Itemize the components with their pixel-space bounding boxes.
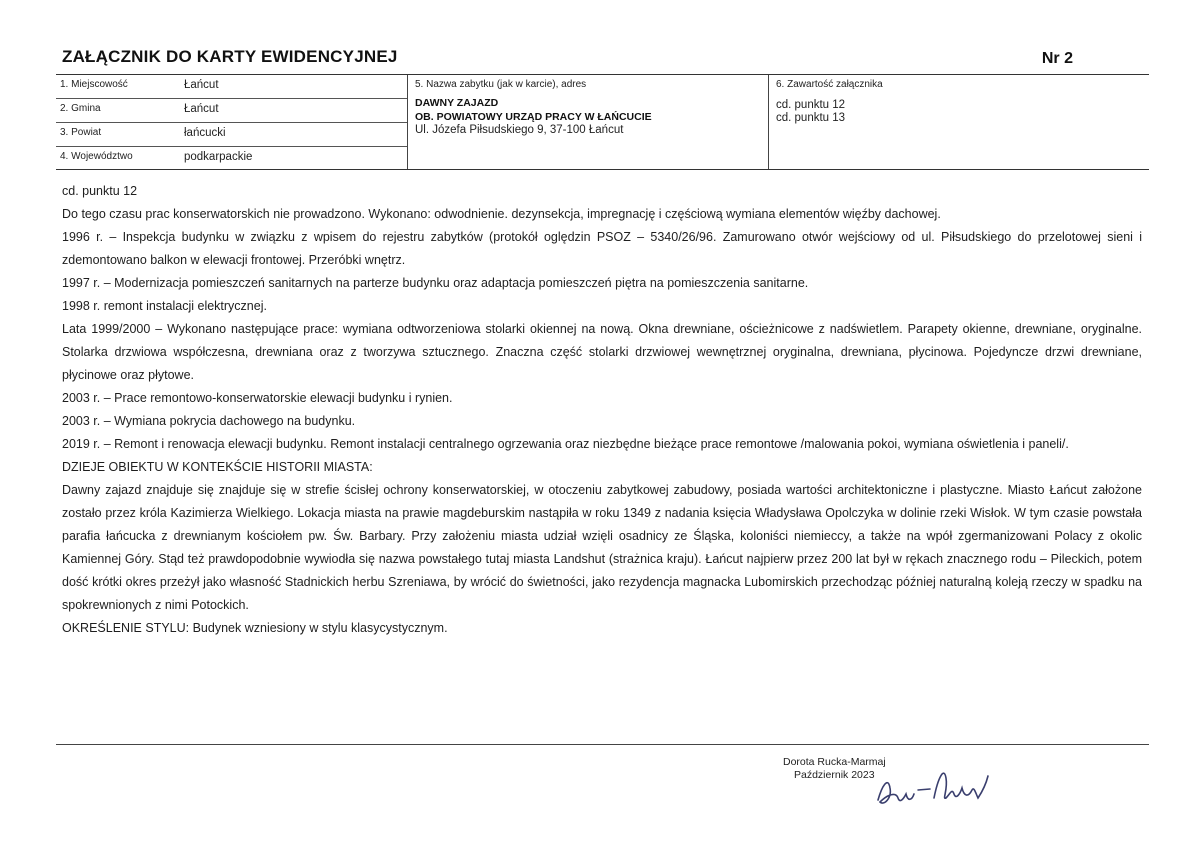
author-name: Dorota Rucka-Marmaj: [783, 756, 886, 768]
monument-name-line2: OB. POWIATOWY URZĄD PRACY W ŁAŃCUCIE: [415, 111, 652, 123]
document-title: ZAŁĄCZNIK DO KARTY EWIDENCYJNEJ: [62, 47, 398, 66]
paragraph-style: OKREŚLENIE STYLU: Budynek wzniesiony w stylu klasycystycznym.: [62, 621, 448, 635]
paragraph-works-intro: Do tego czasu prac konserwatorskich nie prowadzono. Wykonano: odwodnienie. dezynsekcja, impregnację i częściową wymiana elementów więźby dachowej.: [62, 207, 941, 221]
town-label: 1. Miejscowość: [60, 79, 128, 90]
section-heading-cd12: cd. punktu 12: [62, 184, 138, 198]
document-body: [62, 180, 1142, 640]
paragraph-1997: 1997 r. – Modernizacja pomieszczeń sanitarnych na parterze budynku oraz adaptacja pomieszczeń piętra na pomieszczenia sanitarne.: [62, 276, 809, 290]
paragraph-2019: 2019 r. – Remont i renowacja elewacji budynku. Remont instalacji centralnego ogrzewania oraz niezbędne bieżące prace remontowe /malowania pokoi, wymiana oświetlenia i paneli/.: [62, 437, 1069, 451]
contents-item-2: cd. punktu 13: [776, 112, 846, 124]
county-value: łańcucki: [184, 127, 226, 139]
location-column: [56, 75, 408, 169]
monument-label: 5. Nazwa zabytku (jak w karcie), adres: [415, 79, 587, 90]
author-date: Październik 2023: [794, 769, 875, 781]
contents-column: [769, 75, 1149, 169]
commune-label: 2. Gmina: [60, 103, 101, 114]
monument-address: Ul. Józefa Piłsudskiego 9, 37-100 Łańcut: [415, 124, 624, 136]
paragraph-history: Dawny zajazd znajduje się znajduje się w strefie ścisłej ochrony konserwatorskiej, w otoczeniu zabytkowej zabudowy, posiada wartości architektoniczne i plastyczne. Miasto Łańcut założone zostało przez króla Kazimierza Wielkiego. Lokacja miasta na prawie magdeburskim nastąpiła w roku 1349 z nadania księcia Władysława Opolczyka w dolinie rzeki Wisłok. W tym czasie powstała parafia łańcucka z drewnianym kościołem pw. Św. Barbary. Przy założeniu miasta udział wzięli osadnicy ze Śląska, koloniści niemieccy, a także na wpół zgermanizowani Polacy z okolic Kamiennej Góry. Stąd też prawdopodobnie wywiodła się nazwa powstałego tutaj miasta Landshut (strażnica kraju). Łańcut najpierw przez 200 lat był w rękach znacznego rodu – Pileckich, potem dość krótki okres przeżył jako własność Stadnickich herbu Szreniawa, by wrócić do świetności, jako rezydencja magnacka Lubomirskich przechodząc później naturalną koleją rzeczy w spadku na spokrewnionych z nimi Potockich.: [62, 483, 1142, 612]
county-label: 3. Powiat: [60, 127, 102, 138]
paragraph-2003-roof: 2003 r. – Wymiana pokrycia dachowego na budynku.: [62, 414, 356, 428]
monument-name-line1: DAWNY ZAJAZD: [415, 97, 499, 109]
monument-column: [408, 75, 769, 169]
town-value: Łańcut: [184, 79, 219, 91]
attachment-number: Nr 2: [1041, 50, 1073, 67]
voivodeship-value: podkarpackie: [184, 151, 253, 163]
footer-divider: [56, 744, 1149, 745]
paragraph-1996: 1996 r. – Inspekcja budynku w związku z wpisem do rejestru zabytków (protokół oględzin PSOZ – 5340/26/96. Zamurowano otwór wejściowy od ul. Piłsudskiego do przelotowej sieni i zdemontowano balkon w elewacji frontowej. Przeróbki wnętrz.: [62, 230, 1142, 267]
paragraph-1999-2000: Lata 1999/2000 – Wykonano następujące prace: wymiana odtworzeniowa stolarki okiennej na nową. Okna drewniane, ościeżnicowe z nadświetlem. Parapety okienne, drewniane, oryginalne. Stolarka drzwiowa współczesna, drewniana oraz z tworzywa sztucznego. Znaczna część stolarki drzwiowej wewnętrznej oryginalna, drewniana, płycinowa. Pojedyncze drzwi drewniane, płycinowe oraz płytowe.: [62, 322, 1142, 382]
section-heading-history: DZIEJE OBIEKTU W KONTEKŚCIE HISTORII MIASTA:: [62, 460, 373, 474]
handwritten-signature: [868, 758, 998, 818]
location-row-town: [56, 75, 407, 99]
contents-item-1: cd. punktu 12: [776, 99, 846, 111]
location-row-county: [56, 123, 407, 147]
paragraph-1998: 1998 r. remont instalacji elektrycznej.: [62, 299, 267, 313]
location-row-commune: [56, 99, 407, 123]
voivodeship-label: 4. Województwo: [60, 151, 133, 162]
location-row-voivodeship: [56, 147, 407, 171]
header-table: [56, 74, 1149, 170]
contents-label: 6. Zawartość załącznika: [776, 79, 883, 90]
commune-value: Łańcut: [184, 103, 219, 115]
paragraph-2003-facade: 2003 r. – Prace remontowo-konserwatorskie elewacji budynku i rynien.: [62, 391, 453, 405]
